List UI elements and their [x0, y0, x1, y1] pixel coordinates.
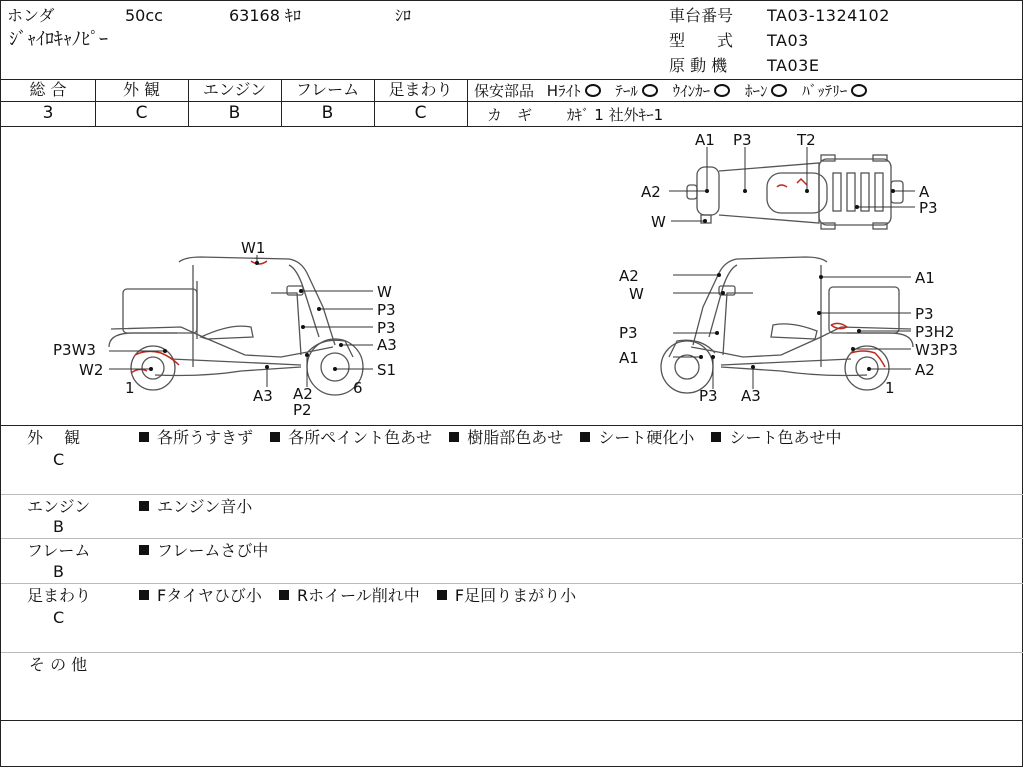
- grade-header-suspension: 足まわり: [388, 80, 453, 99]
- maker: ホンダ: [7, 6, 55, 25]
- remark-item: 各所うすきず: [157, 428, 254, 447]
- left-side-view: [109, 257, 363, 395]
- mileage: 63168 ｷﾛ: [229, 6, 301, 25]
- key-label: カ ギ: [487, 106, 533, 124]
- safety-row: [474, 82, 867, 100]
- leader-dots: [149, 189, 895, 371]
- displacement: 50cc: [125, 6, 163, 25]
- divider: [1, 652, 1023, 653]
- engine-label: 原 動 機: [669, 56, 728, 75]
- engine-value: TA03E: [767, 56, 820, 75]
- bullet-icon: [711, 432, 721, 442]
- grade-overall: 3: [42, 103, 54, 123]
- diagram-label: A3: [253, 387, 273, 405]
- model-name: ｼﾞｬｲﾛｷｬﾉﾋﾟｰ: [9, 29, 108, 50]
- circle-ok-icon: [771, 84, 787, 97]
- diagram-label: A1: [915, 269, 935, 287]
- diagram-label: A2: [619, 267, 639, 285]
- remark-grade-frame: B: [53, 562, 64, 581]
- bullet-icon: [270, 432, 280, 442]
- diagram-label: 6: [353, 379, 363, 397]
- remark-grade-engine: B: [53, 517, 64, 536]
- remark-label-exterior: 外 観: [27, 428, 81, 447]
- bullet-icon: [279, 590, 289, 600]
- bullet-icon: [449, 432, 459, 442]
- leader-lines: [109, 147, 915, 389]
- diagram-label: A: [919, 183, 930, 201]
- bullet-icon: [580, 432, 590, 442]
- safety-item-battery: ﾊﾞｯﾃﾘｰ: [802, 82, 848, 100]
- remark-items-frame: [139, 542, 268, 560]
- remark-item: Rホイール削れ中: [296, 586, 420, 605]
- remark-label-suspension: 足まわり: [27, 586, 92, 605]
- grade-header-exterior: 外 観: [122, 80, 161, 99]
- damage-marks: [131, 179, 885, 373]
- remark-item: Fタイヤひび小: [157, 586, 262, 605]
- diagram-label: S1: [377, 361, 397, 379]
- safety-item-horn: ﾎｰﾝ: [744, 82, 768, 100]
- body-color: ｼﾛ: [395, 6, 412, 25]
- diagram-label: W2: [79, 361, 104, 379]
- diagram-label: P3: [699, 387, 718, 405]
- remark-items-suspension: [139, 587, 576, 605]
- grade-header-overall: 総 合: [29, 80, 67, 99]
- diagram-label: 1: [885, 379, 895, 397]
- diagram-label: P3: [915, 305, 934, 323]
- diagram-label: P3H2: [915, 323, 955, 341]
- vehicle-damage-diagram: [1, 127, 1023, 425]
- grade-header-engine: エンジン: [202, 80, 267, 99]
- remark-grade-suspension: C: [53, 608, 65, 627]
- divider: [1, 101, 467, 102]
- diagram-label: A1: [619, 349, 639, 367]
- diagram-label: T2: [797, 131, 816, 149]
- diagram-label: A2: [293, 385, 313, 403]
- remark-item: シート色あせ中: [729, 428, 842, 447]
- grade-exterior: C: [135, 103, 148, 123]
- remark-item: F足回りまがり小: [454, 586, 577, 605]
- bullet-icon: [139, 432, 149, 442]
- diagram-label: W: [651, 213, 666, 231]
- circle-ok-icon: [642, 84, 658, 97]
- type-value: TA03: [767, 31, 809, 50]
- diagram-label: W3P3: [915, 341, 958, 359]
- remark-item: 各所ペイント色あせ: [288, 428, 433, 447]
- remark-grade-exterior: C: [53, 450, 65, 469]
- grade-frame: B: [321, 103, 334, 123]
- circle-ok-icon: [714, 84, 730, 97]
- diagram-label: A2: [641, 183, 661, 201]
- divider: [1, 494, 1023, 495]
- remark-label-other: そ の 他: [29, 655, 88, 674]
- diagram-label: P2: [293, 401, 312, 419]
- divider: [1, 538, 1023, 539]
- grade-suspension: C: [414, 103, 427, 123]
- grade-engine: B: [228, 103, 241, 123]
- bullet-icon: [139, 545, 149, 555]
- diagram-label: P3: [377, 301, 396, 319]
- diagram-label: A2: [915, 361, 935, 379]
- remark-item: エンジン音小: [157, 497, 253, 516]
- remark-item: シート硬化小: [598, 428, 695, 447]
- divider: [1, 583, 1023, 584]
- diagram-label: W: [377, 283, 392, 301]
- chassis-value: TA03-1324102: [767, 6, 890, 25]
- remark-item: フレームさび中: [157, 541, 269, 560]
- divider: [1, 425, 1023, 426]
- bullet-icon: [139, 501, 149, 511]
- diagram-label: 1: [125, 379, 135, 397]
- key-value: ｶｷﾞ 1 社外ｷｰ1: [567, 106, 664, 124]
- diagram-label: P3: [919, 199, 938, 217]
- diagram-label: P3: [619, 324, 638, 342]
- safety-item-tail: ﾃｰﾙ: [615, 82, 638, 100]
- diagram-label: P3: [733, 131, 752, 149]
- safety-label: 保安部品: [474, 82, 535, 100]
- safety-item-headlight: Hﾗｲﾄ: [546, 82, 581, 100]
- remark-items-exterior: [139, 429, 841, 447]
- diagram-label: A3: [377, 336, 397, 354]
- grade-header-frame: フレーム: [295, 80, 360, 99]
- bullet-icon: [139, 590, 149, 600]
- circle-ok-icon: [585, 84, 601, 97]
- top-view: [687, 155, 903, 229]
- diagram-label: W1: [241, 239, 266, 257]
- chassis-label: 車台番号: [669, 6, 734, 25]
- circle-ok-icon: [851, 84, 867, 97]
- safety-item-winker: ｳｲﾝｶｰ: [672, 82, 711, 100]
- diagram-label: P3W3: [53, 341, 96, 359]
- remark-items-engine: [139, 498, 252, 516]
- divider: [1, 720, 1023, 721]
- diagram-label: P3: [377, 319, 396, 337]
- remark-label-frame: フレーム: [27, 541, 91, 560]
- bullet-icon: [437, 590, 447, 600]
- divider: [467, 101, 1023, 102]
- divider: [467, 79, 468, 126]
- diagram-label: W: [629, 285, 644, 303]
- diagram-label: A3: [741, 387, 761, 405]
- remark-item: 樹脂部色あせ: [467, 428, 564, 447]
- diagram-label: A1: [695, 131, 715, 149]
- remark-label-engine: エンジン: [27, 497, 91, 516]
- type-label: 型 式: [669, 31, 734, 50]
